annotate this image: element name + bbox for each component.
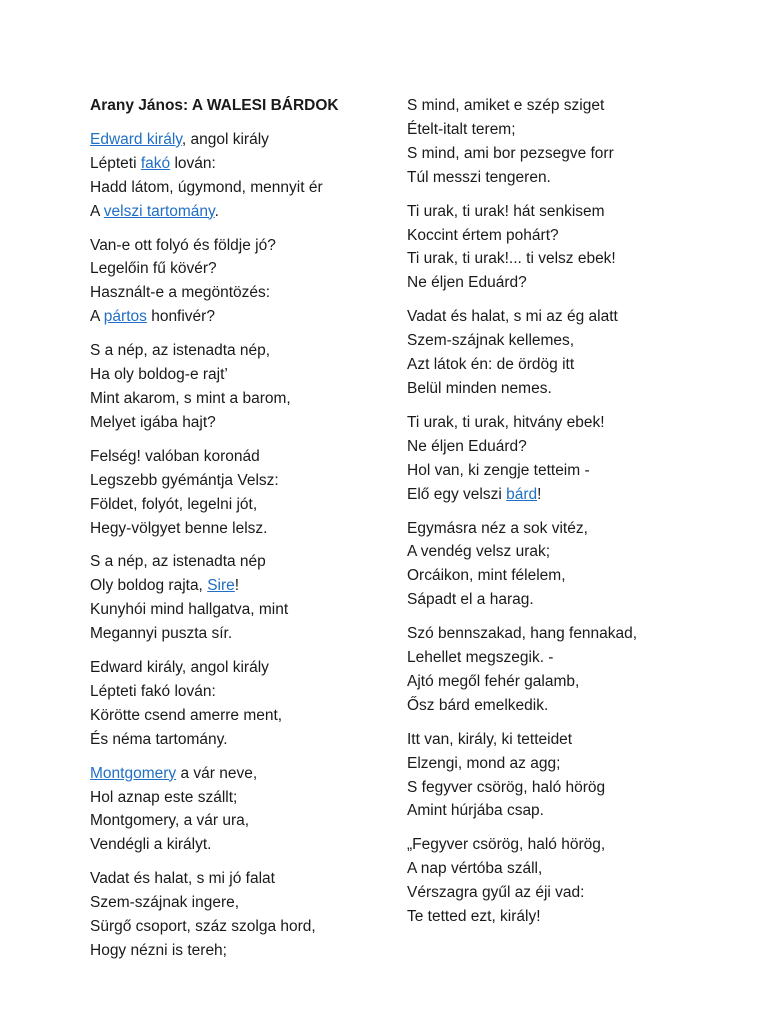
verse-text: Itt van, király, ki tetteidet [407,730,573,748]
verse-line [90,598,380,622]
verse-text: „Fegyver csörög, haló hörög, [407,836,606,854]
verse-text: Hogy nézni is tereh; [90,942,227,959]
verse-text: , angol király [181,130,269,148]
verse-text: Montgomery, a vár ura, [90,812,250,830]
verse-line [407,353,737,377]
verse-line [90,339,380,363]
verse-line [90,833,380,857]
verse-text: Ti urak, ti urak!... ti velsz ebek! [407,250,616,268]
verse-text: Mint akarom, s mint a barom, [90,389,291,407]
verse-line [407,166,737,190]
verse-line [90,550,380,574]
verse-text: Koccint értem pohárt? [407,226,559,244]
verse-line [407,728,737,752]
verse-text: Kunyhói mind hallgatva, mint [90,601,289,619]
verse-text: Ne éljen Eduárd? [407,274,527,292]
verse-line [407,857,737,881]
stanza [90,128,380,224]
verse-line [90,234,380,258]
stanza [90,550,380,646]
verse-line [407,646,737,670]
stanza [407,517,737,613]
stanza [90,339,380,435]
verse-line [90,363,380,387]
verse-line [90,128,380,152]
verse-text: Belül minden nemes. [407,379,552,397]
verse-line [90,704,380,728]
verse-text: Lehellet megszegik. - [407,649,554,667]
verse-text: Túl messzi tengeren. [407,168,551,186]
verse-text: És néma tartomány. [90,730,228,748]
verse-text: Sápadt el a harag. [407,591,534,609]
verse-line [90,680,380,704]
verse-text: A [90,308,104,326]
verse-line [407,622,737,646]
verse-text: Lépteti [90,154,141,172]
verse-text: a vár neve, [176,764,258,782]
hyperlink[interactable]: Montgomery [90,764,177,782]
verse-text: A vendég velsz urak; [407,543,551,561]
verse-line [90,809,380,833]
stanza [90,867,380,963]
verse-text: Hol van, ki zengje tetteim - [407,461,590,479]
verse-line [407,94,737,118]
verse-text: Használt-e a megöntözés: [90,284,271,302]
verse-line [90,786,380,810]
verse-line [90,176,380,200]
verse-text: Hegy-völgyet benne lelsz. [90,519,268,537]
verse-text: Lépteti fakó lován: [90,682,216,700]
verse-text: Vadat és halat, s mi az ég alatt [407,308,618,326]
verse-text: Azt látok én: de ördög itt [407,356,575,374]
verse-text: . [214,202,219,220]
verse-text: Vadat és halat, s mi jó falat [90,870,275,888]
verse-text: S fegyver csörög, haló hörög [407,778,606,796]
verse-text: Földet, folyót, legelni jót, [90,495,258,513]
verse-line [407,694,737,718]
verse-text: Elzengi, mond az agg; [407,754,561,772]
verse-text: Elő egy velszi [407,485,507,503]
verse-text: Amint húrjába csap. [407,802,544,820]
verse-text: Oly boldog rajta, [90,577,208,595]
verse-line [90,762,380,786]
verse-line [90,445,380,469]
verse-line [90,200,380,224]
verse-line [407,517,737,541]
verse-text: Ti urak, ti urak! hát senkisem [407,202,605,220]
verse-text: Legelőin fű kövér? [90,260,217,278]
verse-line [90,622,380,646]
verse-line [407,271,737,295]
verse-text: Körötte csend amerre ment, [90,706,283,724]
verse-text: S a nép, az istenadta nép, [90,342,271,360]
verse-text: A nap vértóba száll, [407,860,543,878]
hyperlink[interactable]: bárd [506,485,538,503]
verse-line [407,564,737,588]
verse-line [407,118,737,142]
verse-line [407,200,737,224]
verse-line [90,305,380,329]
verse-text: honfivér? [146,308,215,326]
verse-text: A [90,202,104,220]
verse-line [90,915,380,939]
document-title: Arany János: A WALESI BÁRDOK [90,97,339,114]
stanza [407,94,737,190]
verse-text: Felség! valóban koronád [90,447,260,465]
verse-text: Van-e ott folyó és földje jó? [90,236,276,254]
stanza [407,200,737,296]
verse-text: Sürgő csoport, száz szolga hord, [90,918,316,936]
verse-text: Ajtó megől fehér galamb, [407,672,580,690]
verse-line [407,776,737,800]
verse-line [407,833,737,857]
verse-line [90,867,380,891]
verse-line [407,142,737,166]
verse-line [90,574,380,598]
verse-text: S mind, ami bor pezsegve forr [407,144,614,162]
verse-line [407,483,737,507]
right-stanzas [407,94,737,929]
stanza [90,762,380,858]
hyperlink[interactable]: fakó [140,154,171,172]
verse-line [407,881,737,905]
stanza [90,234,380,330]
verse-text: Melyet igába hajt? [90,413,216,431]
verse-text: Megannyi puszta sír. [90,625,233,643]
verse-text: Legszebb gyémántja Velsz: [90,471,279,489]
verse-line [407,224,737,248]
verse-text: Vendégli a királyt. [90,836,212,854]
hyperlink[interactable]: pártos [103,308,147,326]
stanza [90,656,380,752]
verse-line [407,459,737,483]
verse-text: Hadd látom, úgymond, mennyit ér [90,178,323,196]
verse-text: Ti urak, ti urak, hitvány ebek! [407,413,605,431]
hyperlink[interactable]: Sire [207,577,235,595]
verse-line [90,469,380,493]
verse-text: lován: [170,154,216,172]
verse-line [90,387,380,411]
verse-line [90,493,380,517]
verse-line [407,670,737,694]
stanza [407,411,737,507]
verse-text: Hol aznap este szállt; [90,788,238,806]
verse-line [90,517,380,541]
verse-text: Te tetted ezt, király! [407,908,541,926]
verse-line [407,305,737,329]
verse-text: Szó bennszakad, hang fennakad, [407,625,638,643]
hyperlink[interactable]: Edward király [90,130,182,148]
verse-text: Egymásra néz a sok vitéz, [407,519,588,537]
verse-text: S a nép, az istenadta nép [90,553,266,571]
verse-line [407,540,737,564]
stanza [90,445,380,541]
verse-text: Ne éljen Eduárd? [407,437,527,455]
verse-text: ! [234,577,240,595]
verse-text: ! [537,485,542,503]
verse-text: Vérszagra gyűl az éji vad: [407,884,585,902]
verse-text: Edward király, angol király [90,659,269,677]
stanza [407,305,737,401]
verse-line [407,247,737,271]
verse-text: Ha oly boldog-e rajt’ [90,366,228,384]
stanza [407,622,737,718]
verse-line [407,329,737,353]
verse-text: Szem-szájnak ingere, [90,894,240,912]
left-stanzas [90,128,380,963]
verse-line [407,411,737,435]
stanza [407,833,737,929]
verse-line [407,799,737,823]
stanza [407,728,737,824]
verse-line [90,281,380,305]
left-column [90,94,380,973]
verse-line [407,588,737,612]
verse-text: Ősz bárd emelkedik. [407,696,549,714]
verse-text: Orcáikon, mint félelem, [407,567,566,585]
verse-text: S mind, amiket e szép sziget [407,97,605,114]
verse-line [407,905,737,929]
verse-line [90,891,380,915]
right-column [407,94,737,939]
verse-line [90,728,380,752]
verse-line [90,939,380,963]
hyperlink[interactable]: velszi tartomány [103,202,215,220]
verse-text: Ételt-italt terem; [407,120,516,138]
verse-line [90,411,380,435]
verse-line [407,377,737,401]
verse-text: Szem-szájnak kellemes, [407,332,575,350]
verse-line [407,752,737,776]
verse-line [90,257,380,281]
verse-line [90,152,380,176]
verse-line [407,435,737,459]
verse-line [90,656,380,680]
